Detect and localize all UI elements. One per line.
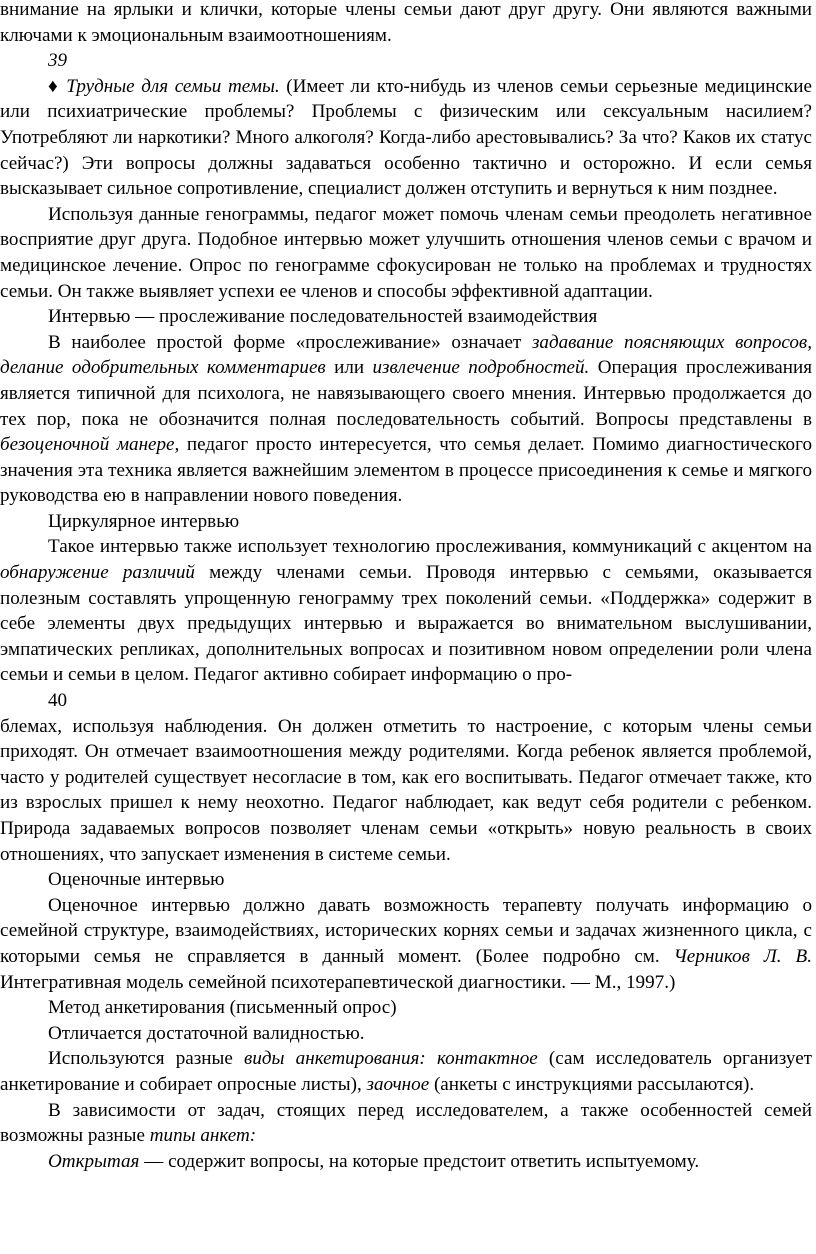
text-run: Циркулярное интервью	[48, 510, 240, 532]
paragraph	[0, 1149, 812, 1175]
text-run: — содержит вопросы, на которые предстоит ответить испытуемому.	[139, 1150, 700, 1172]
text-run: между членами семьи. Проводя интервью с семьями, оказывается полезным составлять упрощенную генограмму трех поколений семьи. «Поддержка» содержит в себе элементы двух предыдущих интервью и выражается во внимательном выслушивании, эмпатических репликах, дополнительных вопросах и позитивном новом определении роли члена семьи и семьи в целом. Педагог активно собирает информацию о про-	[0, 562, 813, 686]
text-run: Метод анкетирования (письменный опрос)	[48, 997, 397, 1019]
paragraph	[0, 893, 812, 995]
page-number	[0, 688, 812, 714]
text-run: ♦	[48, 75, 67, 97]
text-run: Интегративная модель семейной психотерапевтической диагностики. — М., 1997.)	[0, 971, 676, 993]
italic-text: виды анкетирования: контактное	[244, 1048, 538, 1070]
paragraph	[0, 509, 812, 535]
text-run: (сам исследователь организует анкетирование и собирает опросные листы),	[0, 1048, 813, 1095]
text-run: Интервью — прослеживание последовательностей взаимодействия	[48, 306, 598, 328]
paragraph	[0, 0, 812, 48]
text-run: Используются разные	[48, 1048, 245, 1070]
text-run: (анкеты с инструкциями рассылаются).	[429, 1073, 755, 1095]
text-run: блемах, используя наблюдения. Он должен отметить то настроение, с которым члены семьи приходят. Он отмечает взаимоотношения между родителями. Когда ребенок является проблемой, часто у родителей существует несогласие в том, как его воспитывать. Педагог отмечает также, кто из взрослых пришел к нему неохотно. Педагог наблюдает, как ведут себя родители с ребенком. Природа задаваемых вопросов позволяет членам семьи «открыть» новую реальность в своих отношениях, что запускает изменения в системе семьи.	[0, 715, 812, 865]
italic-text: Трудные для семьи темы.	[66, 75, 280, 97]
text-run: Отличается достаточной валидностью.	[48, 1022, 365, 1044]
paragraph	[0, 74, 812, 202]
italic-text: Черников Л. В.	[673, 945, 812, 967]
italic-text: Открытая	[48, 1150, 140, 1172]
text-run: Используя данные генограммы, педагог может помочь членам семьи преодолеть негативное восприятие друг друга. Подобное интервью может улучшить отношения членов семьи с врачом и медицинское лечение. Опрос по генограмме сфокусирован не только на проблемах и трудностях семьи. Он также выявляет успехи ее членов и способы эффективной адаптации.	[0, 203, 812, 302]
text-run: внимание на ярлыки и клички, которые члены семьи дают друг другу. Они являются важными ключами к эмоциональным взаимоотношениям.	[0, 0, 812, 46]
paragraph	[0, 1021, 812, 1047]
italic-text: обнаружение различий	[0, 562, 195, 584]
text-run: 40	[48, 690, 68, 712]
text-run: В зависимости от задач, стоящих перед исследователем, а также особенностей семей возможны разные	[0, 1099, 812, 1147]
paragraph	[0, 995, 812, 1021]
text-run: (Имеет ли кто-нибудь из членов семьи серьезные медицинские или психиатрические проблемы? Проблемы с физическим или сексуальным насилием? Употребляют ли наркотики? Много алкоголя? Когда-либо арестовывались? За что? Каков их статус сейчас?) Эти вопросы должны задаваться особенно тактично и осторожно. И если семья высказывает сильное сопротивление, специалист должен отступить и вернуться к ним позднее.	[0, 75, 812, 200]
paragraph	[0, 304, 812, 330]
italic-text: задавание поясняющих вопросов, делание одобрительных комментариев	[0, 331, 812, 379]
text-run: В наиболее простой форме «прослеживание» означает	[48, 331, 532, 353]
paragraph	[0, 534, 812, 688]
paragraph	[0, 1098, 812, 1149]
text-run: Оценочное интервью должно давать возможность терапевту получать информацию о семейной структуре, взаимодействиях, исторических корнях семьи и задачах жизненного цикла, с которыми семья не справляется в данный момент. (Более подробно см.	[0, 894, 812, 967]
text-run: или	[325, 357, 373, 379]
text-run: 39	[48, 50, 68, 72]
paragraph	[0, 330, 812, 509]
text-run: педагог просто интересуется, что семья делает. Помимо диагностического значения эта техника является важнейшим элементом в процессе присоединения к семье и мягкого руководства ею в направлении нового поведения.	[0, 434, 813, 507]
text-run: Оценочные интервью	[48, 869, 225, 891]
paragraph	[0, 867, 812, 893]
italic-text: безоценочной манере,	[0, 434, 180, 456]
italic-text: типы анкет:	[149, 1125, 257, 1147]
paragraph	[0, 202, 812, 304]
italic-text: заочное	[366, 1073, 430, 1095]
paragraph	[0, 1046, 812, 1097]
paragraph	[0, 714, 812, 868]
text-run: Операция прослеживания является типичной для психолога, не навязывающего своего мнения. Интервью продолжается до тех пор, пока не обозначится полная последовательность событий. Вопросы представлены в	[0, 357, 813, 430]
text-run: Такое интервью также использует технологию прослеживания, коммуникаций с акцентом на	[48, 536, 812, 558]
italic-text: извлечение подробностей.	[372, 357, 590, 379]
page-number	[0, 48, 812, 74]
